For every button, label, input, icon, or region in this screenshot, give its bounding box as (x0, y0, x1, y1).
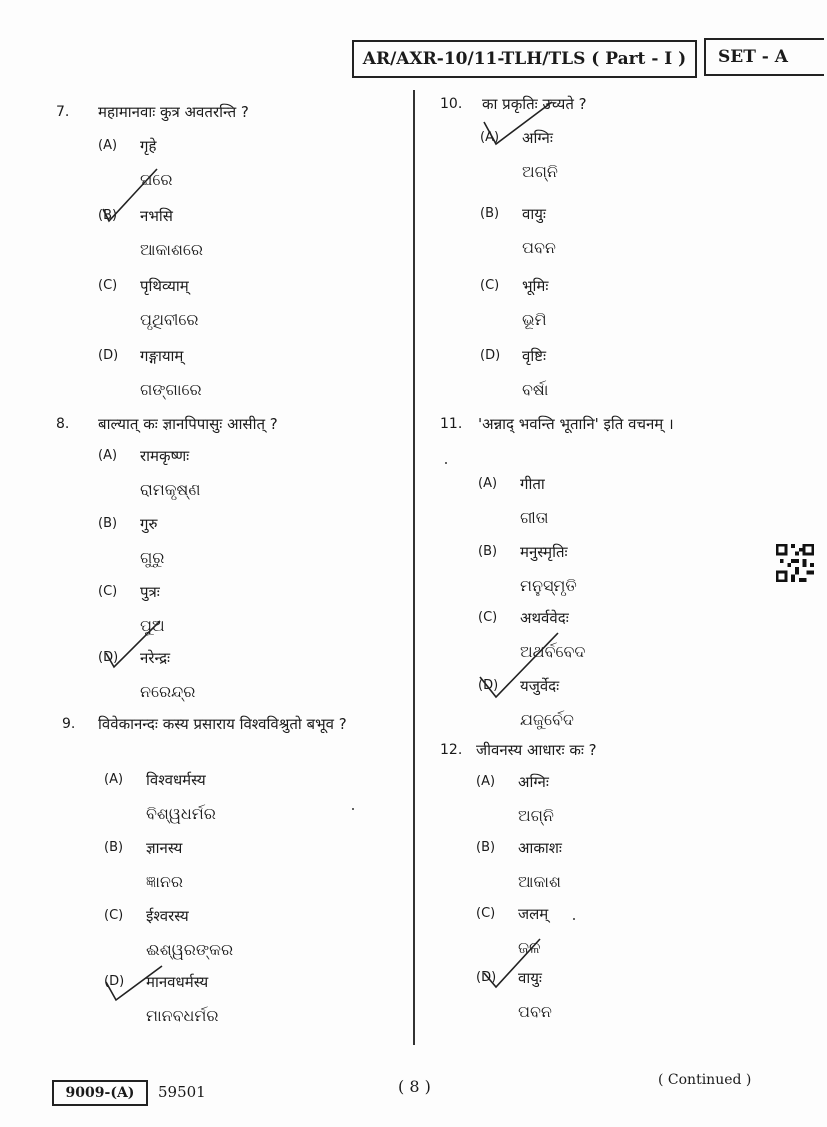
option-odia: ପୁଅ (140, 616, 165, 635)
tick-mark-icon (478, 92, 558, 152)
question-stem: महामानवाः कुत्र अवतरन्ति ? (98, 103, 249, 121)
option-label: (B) (98, 516, 118, 531)
question-12 (440, 738, 810, 1038)
option-odia: ଅଗ୍ନି (522, 162, 558, 181)
question-number: 11. (440, 416, 463, 432)
question-stem: 'अन्नाद् भवन्ति भूतानि' इति वचनम् । (478, 415, 674, 433)
option-label: (C) (98, 278, 118, 293)
option-odia: ଘରେ (140, 170, 173, 189)
option-sanskrit: ज्ञानस्य (146, 839, 183, 857)
option-odia: ଆକାଶରେ (140, 240, 204, 259)
option-label: (C) (478, 610, 498, 625)
option-label: (A) (478, 476, 498, 491)
option-label: (D) (98, 650, 119, 665)
scan-speck (445, 462, 447, 464)
question-stem: बाल्यात् कः ज्ञानपिपासुः आसीत् ? (98, 415, 278, 433)
option-label: (B) (98, 208, 118, 223)
option-sanskrit: नरेन्द्रः (140, 649, 171, 667)
question-7 (56, 100, 406, 420)
option-label: (C) (98, 584, 118, 599)
option-label: (B) (104, 840, 124, 855)
question-number: 10. (440, 96, 463, 112)
option-sanskrit: नभसि (140, 207, 173, 225)
option-odia: ଯଜୁର୍ବେଦ (520, 710, 574, 729)
option-odia: ପବନ (518, 1002, 552, 1021)
option-label: (D) (480, 348, 501, 363)
option-sanskrit: पुत्रः (140, 583, 160, 601)
option-odia: ଗଙ୍ଗାରେ (140, 380, 202, 399)
option-sanskrit: गृहे (140, 137, 157, 155)
option-sanskrit: वृष्टिः (522, 347, 547, 365)
option-odia: ମନୁସ୍ମୃତି (520, 576, 577, 595)
option-sanskrit: अग्निः (522, 129, 553, 147)
set-label: SET - A (718, 47, 788, 67)
option-odia: ପୃଥିବୀରେ (140, 310, 199, 329)
option-label: (A) (98, 448, 118, 463)
option-label: (C) (476, 906, 496, 921)
option-odia: ଈଶ୍ୱରଙ୍କର (146, 940, 234, 959)
paper-code: AR/AXR-10/11-TLH/TLS ( Part - I ) (362, 49, 687, 69)
option-sanskrit: जलम् (518, 905, 549, 923)
set-box (704, 38, 824, 76)
question-number: 12. (440, 742, 463, 758)
question-stem: विवेकानन्दः कस्य प्रसाराय विश्वविश्रुतो बभूव ? (98, 715, 347, 733)
option-odia: ବର୍ଷା (522, 380, 549, 399)
qr-code-icon (775, 544, 815, 582)
question-number: 8. (56, 416, 70, 432)
option-sanskrit: गङ्गायाम् (140, 347, 184, 365)
question-number: 7. (56, 104, 70, 120)
option-label: (A) (480, 130, 500, 145)
option-odia: ଆକାଶ (518, 872, 561, 891)
option-sanskrit: अथर्ववेदः (520, 609, 569, 627)
option-label: (B) (480, 206, 500, 221)
option-odia: ଅଗ୍ନି (518, 806, 554, 825)
option-sanskrit: विश्वधर्मस्य (146, 771, 206, 789)
option-label: (A) (476, 774, 496, 789)
option-odia: ଅଥର୍ବବେଦ (520, 642, 586, 661)
tick-mark-icon (478, 935, 548, 990)
question-number: 9. (62, 716, 76, 732)
option-odia: ନରେନ୍ଦ୍ର (140, 682, 196, 701)
option-sanskrit: रामकृष्णः (140, 447, 190, 465)
booklet-code: 9009-(A) (65, 1085, 135, 1101)
option-odia: ଜ୍ଞାନର (146, 872, 184, 891)
option-sanskrit: गीता (520, 475, 545, 493)
option-odia: ଜଳ (518, 938, 541, 957)
option-label: (D) (476, 970, 497, 985)
option-label: (D) (98, 348, 119, 363)
option-odia: ପବନ (522, 238, 556, 257)
option-odia: ମାନବଧର୍ମର (146, 1006, 219, 1025)
option-sanskrit: ईश्वरस्य (146, 907, 189, 925)
booklet-code-box (52, 1080, 148, 1106)
option-odia: ବିଶ୍ୱଧର୍ମର (146, 804, 216, 823)
option-sanskrit: मनुस्मृतिः (520, 543, 568, 561)
page-number: ( 8 ) (398, 1077, 431, 1096)
option-sanskrit: आकाशः (518, 839, 562, 857)
option-label: (D) (104, 974, 125, 989)
scan-speck (352, 808, 354, 810)
option-odia: ଗୀତା (520, 508, 549, 527)
option-label: (B) (476, 840, 496, 855)
serial-code: 59501 (158, 1083, 206, 1101)
tick-mark-icon (100, 960, 170, 1005)
option-sanskrit: पृथिव्याम् (140, 277, 189, 295)
option-label: (C) (104, 908, 124, 923)
option-label: (A) (104, 772, 124, 787)
option-label: (C) (480, 278, 500, 293)
option-sanskrit: गुरु (140, 515, 158, 533)
option-sanskrit: वायुः (518, 969, 542, 987)
option-odia: ଗୁରୁ (140, 548, 165, 567)
paper-code-box (352, 40, 697, 78)
question-stem: जीवनस्य आधारः कः ? (476, 741, 597, 759)
continued-label: ( Continued ) (658, 1072, 752, 1088)
question-stem: का प्रकृतिः उच्यते ? (482, 95, 587, 113)
option-odia: ଭୂମି (522, 310, 547, 329)
option-odia: ରାମକୃଷ୍ଣ (140, 480, 201, 499)
column-divider (413, 90, 415, 1045)
tick-mark-icon (95, 165, 165, 225)
option-sanskrit: भूमिः (522, 277, 549, 295)
tick-mark-icon (474, 625, 564, 700)
option-label: (A) (98, 138, 118, 153)
option-sanskrit: यजुर्वेदः (520, 677, 560, 695)
option-label: (B) (478, 544, 498, 559)
tick-mark-icon (100, 615, 170, 675)
scan-speck (573, 918, 575, 920)
option-sanskrit: वायुः (522, 205, 546, 223)
option-label: (D) (478, 678, 499, 693)
option-sanskrit: अग्निः (518, 773, 549, 791)
option-sanskrit: मानवधर्मस्य (146, 973, 209, 991)
